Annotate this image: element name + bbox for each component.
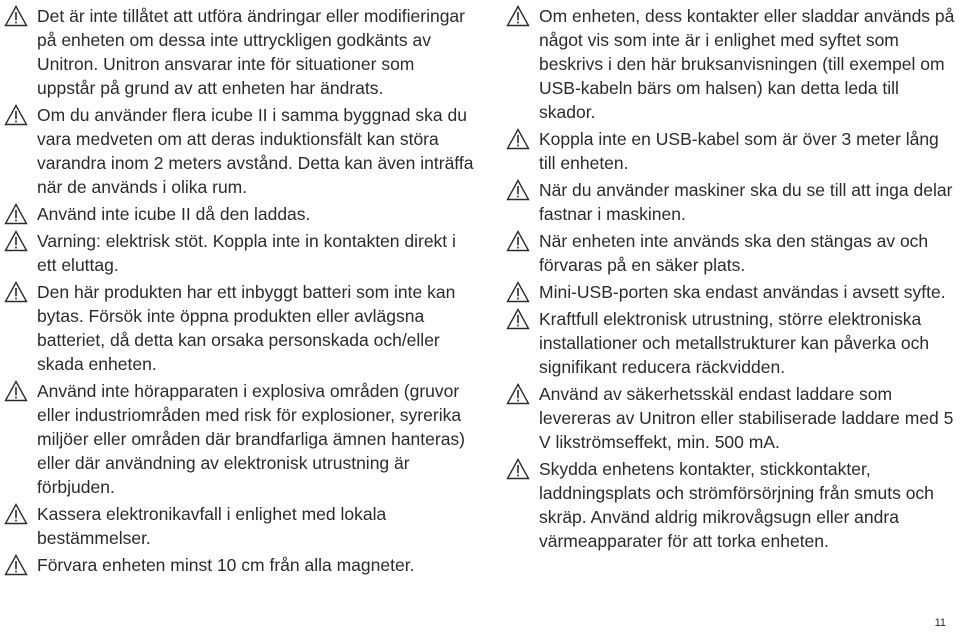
warning-text: Om enheten, dess kontakter eller sladdar används på något vis som inte är i enlighet med syftet som beskrivs i den här bruksanvisningen (till exempel om USB-kabeln bärs om halsen) kan detta leda till skador. [539, 6, 955, 122]
warning-triangle-icon [4, 203, 28, 225]
warning-item [506, 307, 956, 379]
warning-text: Varning: elektrisk stöt. Koppla inte in kontakten direkt i ett eluttag. [37, 231, 456, 275]
warning-item [506, 127, 956, 175]
warning-triangle-icon [506, 5, 530, 27]
warning-text: När du använder maskiner ska du se till att inga delar fastnar i maskinen. [539, 180, 953, 224]
warning-text: Mini-USB-porten ska endast användas i avsett syfte. [539, 282, 946, 302]
warning-text: Det är inte tillåtet att utföra ändringar eller modifieringar på enheten om dessa inte uttryckligen godkänts av Unitron. Unitron ansvarar inte för situationer som uppstår på grund av att enheten har ändrats. [37, 6, 465, 98]
warning-triangle-icon [506, 383, 530, 405]
warning-text: Kassera elektronikavfall i enlighet med lokala bestämmelser. [37, 504, 387, 548]
warning-item [506, 382, 956, 454]
warning-triangle-icon [506, 281, 530, 303]
warning-triangle-icon [4, 503, 28, 525]
warning-triangle-icon [4, 380, 28, 402]
warning-item [4, 229, 474, 277]
warning-triangle-icon [506, 128, 530, 150]
warning-text: Om du använder flera icube II i samma byggnad ska du vara medveten om att deras induktionsfält kan störa varandra inom 2 meters avstånd. Detta kan även inträffa när de används i olika rum. [37, 105, 474, 197]
warning-item [506, 229, 956, 277]
right-column [506, 4, 956, 556]
warning-triangle-icon [4, 281, 28, 303]
warning-triangle-icon [4, 5, 28, 27]
warning-item [4, 4, 474, 100]
warning-text: Använd inte hörapparaten i explosiva områden (gruvor eller industriområden med risk för explosioner, syrerika miljöer eller områden där brandfarliga ämnen hanteras) eller där användning av elektronisk utrustning är förbjuden. [37, 381, 465, 497]
warning-text: När enheten inte används ska den stängas av och förvaras på en säker plats. [539, 231, 929, 275]
warning-item [4, 553, 474, 577]
left-column [4, 4, 474, 580]
warning-triangle-icon [506, 230, 530, 252]
warning-item [4, 280, 474, 376]
warning-text: Skydda enhetens kontakter, stickkontakter, laddningsplats och strömförsörjning från smuts och skräp. Använd aldrig mikrovågsugn eller andra värmeapparater för att torka enheten. [539, 459, 934, 551]
page-number: 11 [934, 617, 946, 629]
warning-triangle-icon [506, 308, 530, 330]
warning-text: Förvara enheten minst 10 cm från alla magneter. [37, 555, 415, 575]
warning-item [506, 457, 956, 553]
warning-text: Använd inte icube II då den laddas. [37, 204, 311, 224]
warning-text: Den här produkten har ett inbyggt batteri som inte kan bytas. Försök inte öppna produkten eller avlägsna batteriet, då detta kan orsaka personskada och/eller skada enheten. [37, 282, 456, 374]
warning-triangle-icon [506, 458, 530, 480]
warning-text: Koppla inte en USB-kabel som är över 3 meter lång till enheten. [539, 129, 939, 173]
warning-triangle-icon [506, 179, 530, 201]
warning-item [4, 202, 474, 226]
warning-item [4, 103, 474, 199]
warning-text: Använd av säkerhetsskäl endast laddare som levereras av Unitron eller stabiliserade laddare med 5 V likströmseffekt, min. 500 mA. [539, 384, 954, 452]
warning-triangle-icon [4, 230, 28, 252]
warning-triangle-icon [4, 554, 28, 576]
warning-text: Kraftfull elektronisk utrustning, större elektroniska installationer och metallstrukturer kan påverka och signifikant reducera räckvidden. [539, 309, 930, 377]
warning-item [506, 4, 956, 124]
warning-item [4, 502, 474, 550]
warning-item [4, 379, 474, 499]
warning-item [506, 280, 956, 304]
warning-triangle-icon [4, 104, 28, 126]
warning-item [506, 178, 956, 226]
